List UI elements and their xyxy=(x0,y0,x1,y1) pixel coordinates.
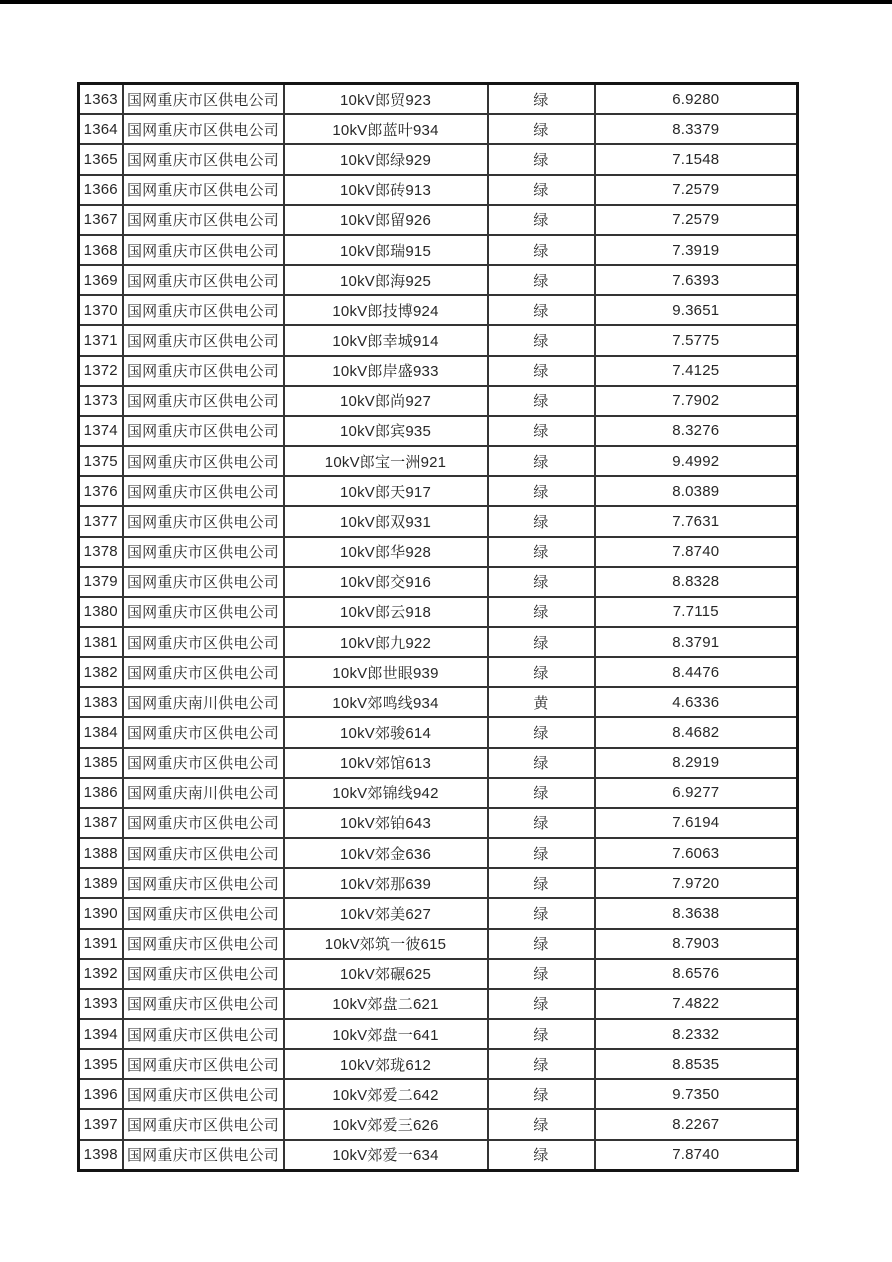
cell-value: 7.2579 xyxy=(595,205,798,235)
cell-company: 国网重庆市区供电公司 xyxy=(123,1049,284,1079)
cell-company: 国网重庆市区供电公司 xyxy=(123,627,284,657)
cell-color: 绿 xyxy=(488,838,595,868)
table-row xyxy=(79,567,798,597)
table-row xyxy=(79,356,798,386)
cell-line: 10kV郎贸923 xyxy=(284,84,488,115)
cell-line: 10kV郎蓝叶934 xyxy=(284,114,488,144)
cell-line: 10kV郎海925 xyxy=(284,265,488,295)
table-row xyxy=(79,808,798,838)
cell-line: 10kV郊那639 xyxy=(284,868,488,898)
cell-company: 国网重庆市区供电公司 xyxy=(123,1109,284,1139)
cell-no: 1374 xyxy=(79,416,123,446)
cell-no: 1384 xyxy=(79,717,123,747)
cell-company: 国网重庆市区供电公司 xyxy=(123,205,284,235)
cell-no: 1371 xyxy=(79,325,123,355)
cell-line: 10kV郎双931 xyxy=(284,506,488,536)
cell-value: 6.9280 xyxy=(595,84,798,115)
cell-color: 绿 xyxy=(488,416,595,446)
cell-value: 8.2332 xyxy=(595,1019,798,1049)
cell-company: 国网重庆市区供电公司 xyxy=(123,657,284,687)
cell-color: 绿 xyxy=(488,627,595,657)
table-row xyxy=(79,1019,798,1049)
cell-company: 国网重庆市区供电公司 xyxy=(123,506,284,536)
cell-no: 1372 xyxy=(79,356,123,386)
cell-value: 8.0389 xyxy=(595,476,798,506)
table-row xyxy=(79,325,798,355)
cell-line: 10kV郊碾625 xyxy=(284,959,488,989)
table-row xyxy=(79,1079,798,1109)
cell-color: 绿 xyxy=(488,295,595,325)
table-row xyxy=(79,1049,798,1079)
cell-no: 1375 xyxy=(79,446,123,476)
cell-line: 10kV郎岸盛933 xyxy=(284,356,488,386)
cell-company: 国网重庆市区供电公司 xyxy=(123,356,284,386)
cell-color: 绿 xyxy=(488,84,595,115)
cell-value: 7.6063 xyxy=(595,838,798,868)
cell-value: 7.4125 xyxy=(595,356,798,386)
cell-value: 8.3638 xyxy=(595,898,798,928)
table-row xyxy=(79,868,798,898)
cell-value: 8.2267 xyxy=(595,1109,798,1139)
cell-no: 1368 xyxy=(79,235,123,265)
cell-value: 8.2919 xyxy=(595,748,798,778)
table-row xyxy=(79,175,798,205)
cell-no: 1395 xyxy=(79,1049,123,1079)
cell-color: 绿 xyxy=(488,235,595,265)
cell-value: 8.6576 xyxy=(595,959,798,989)
table-row xyxy=(79,235,798,265)
cell-color: 绿 xyxy=(488,114,595,144)
cell-no: 1365 xyxy=(79,144,123,174)
cell-value: 8.4476 xyxy=(595,657,798,687)
cell-company: 国网重庆市区供电公司 xyxy=(123,325,284,355)
cell-color: 绿 xyxy=(488,597,595,627)
cell-company: 国网重庆市区供电公司 xyxy=(123,567,284,597)
cell-company: 国网重庆市区供电公司 xyxy=(123,808,284,838)
table-row xyxy=(79,295,798,325)
cell-no: 1385 xyxy=(79,748,123,778)
cell-value: 7.7631 xyxy=(595,506,798,536)
cell-company: 国网重庆市区供电公司 xyxy=(123,175,284,205)
cell-line: 10kV郊筑一彼615 xyxy=(284,929,488,959)
cell-color: 绿 xyxy=(488,929,595,959)
cell-company: 国网重庆市区供电公司 xyxy=(123,868,284,898)
table-row xyxy=(79,416,798,446)
table-row xyxy=(79,476,798,506)
cell-company: 国网重庆市区供电公司 xyxy=(123,1140,284,1171)
cell-no: 1380 xyxy=(79,597,123,627)
cell-line: 10kV郊铂643 xyxy=(284,808,488,838)
cell-line: 10kV郊爱二642 xyxy=(284,1079,488,1109)
cell-no: 1379 xyxy=(79,567,123,597)
cell-line: 10kV郎技博924 xyxy=(284,295,488,325)
cell-no: 1364 xyxy=(79,114,123,144)
table-row xyxy=(79,144,798,174)
cell-line: 10kV郎留926 xyxy=(284,205,488,235)
cell-no: 1389 xyxy=(79,868,123,898)
cell-color: 绿 xyxy=(488,567,595,597)
cell-value: 8.8535 xyxy=(595,1049,798,1079)
cell-value: 7.7115 xyxy=(595,597,798,627)
table-row xyxy=(79,778,798,808)
cell-no: 1373 xyxy=(79,386,123,416)
cell-line: 10kV郊珑612 xyxy=(284,1049,488,1079)
cell-value: 7.6393 xyxy=(595,265,798,295)
cell-color: 绿 xyxy=(488,657,595,687)
cell-color: 绿 xyxy=(488,898,595,928)
cell-line: 10kV郎云918 xyxy=(284,597,488,627)
cell-company: 国网重庆市区供电公司 xyxy=(123,295,284,325)
cell-value: 9.7350 xyxy=(595,1079,798,1109)
cell-color: 绿 xyxy=(488,386,595,416)
cell-value: 7.9720 xyxy=(595,868,798,898)
page-top-edge xyxy=(0,0,892,4)
table-row xyxy=(79,446,798,476)
cell-company: 国网重庆市区供电公司 xyxy=(123,144,284,174)
cell-no: 1367 xyxy=(79,205,123,235)
cell-value: 7.5775 xyxy=(595,325,798,355)
cell-color: 绿 xyxy=(488,778,595,808)
table-row xyxy=(79,506,798,536)
cell-no: 1366 xyxy=(79,175,123,205)
cell-no: 1388 xyxy=(79,838,123,868)
table-row xyxy=(79,265,798,295)
cell-color: 绿 xyxy=(488,1019,595,1049)
table-row xyxy=(79,537,798,567)
cell-company: 国网重庆南川供电公司 xyxy=(123,687,284,717)
cell-value: 8.3791 xyxy=(595,627,798,657)
cell-line: 10kV郎幸城914 xyxy=(284,325,488,355)
cell-line: 10kV郎宾935 xyxy=(284,416,488,446)
cell-company: 国网重庆市区供电公司 xyxy=(123,537,284,567)
cell-company: 国网重庆市区供电公司 xyxy=(123,597,284,627)
table-row xyxy=(79,838,798,868)
cell-color: 绿 xyxy=(488,356,595,386)
table-row xyxy=(79,1140,798,1171)
cell-value: 8.7903 xyxy=(595,929,798,959)
cell-company: 国网重庆市区供电公司 xyxy=(123,959,284,989)
cell-company: 国网重庆市区供电公司 xyxy=(123,114,284,144)
cell-no: 1394 xyxy=(79,1019,123,1049)
cell-color: 绿 xyxy=(488,446,595,476)
cell-company: 国网重庆市区供电公司 xyxy=(123,748,284,778)
cell-no: 1391 xyxy=(79,929,123,959)
table-row xyxy=(79,386,798,416)
cell-line: 10kV郎交916 xyxy=(284,567,488,597)
cell-company: 国网重庆市区供电公司 xyxy=(123,1079,284,1109)
table-row xyxy=(79,205,798,235)
cell-value: 8.4682 xyxy=(595,717,798,747)
cell-line: 10kV郊馆613 xyxy=(284,748,488,778)
cell-value: 8.8328 xyxy=(595,567,798,597)
cell-color: 绿 xyxy=(488,476,595,506)
cell-line: 10kV郊金636 xyxy=(284,838,488,868)
cell-no: 1393 xyxy=(79,989,123,1019)
cell-company: 国网重庆市区供电公司 xyxy=(123,717,284,747)
cell-line: 10kV郊锦线942 xyxy=(284,778,488,808)
table-row xyxy=(79,114,798,144)
cell-line: 10kV郎绿929 xyxy=(284,144,488,174)
cell-company: 国网重庆市区供电公司 xyxy=(123,898,284,928)
table-row xyxy=(79,929,798,959)
cell-value: 7.1548 xyxy=(595,144,798,174)
cell-value: 7.8740 xyxy=(595,1140,798,1171)
cell-no: 1396 xyxy=(79,1079,123,1109)
cell-company: 国网重庆市区供电公司 xyxy=(123,386,284,416)
table-row xyxy=(79,597,798,627)
table-row xyxy=(79,989,798,1019)
cell-no: 1369 xyxy=(79,265,123,295)
cell-no: 1398 xyxy=(79,1140,123,1171)
cell-color: 绿 xyxy=(488,1109,595,1139)
cell-company: 国网重庆市区供电公司 xyxy=(123,265,284,295)
cell-company: 国网重庆市区供电公司 xyxy=(123,416,284,446)
cell-no: 1370 xyxy=(79,295,123,325)
cell-no: 1376 xyxy=(79,476,123,506)
cell-no: 1383 xyxy=(79,687,123,717)
cell-line: 10kV郊爱三626 xyxy=(284,1109,488,1139)
cell-company: 国网重庆南川供电公司 xyxy=(123,778,284,808)
cell-line: 10kV郎华928 xyxy=(284,537,488,567)
cell-value: 7.7902 xyxy=(595,386,798,416)
cell-color: 绿 xyxy=(488,537,595,567)
cell-color: 绿 xyxy=(488,325,595,355)
cell-line: 10kV郎瑞915 xyxy=(284,235,488,265)
cell-line: 10kV郊鸣线934 xyxy=(284,687,488,717)
table-row xyxy=(79,657,798,687)
cell-color: 绿 xyxy=(488,175,595,205)
cell-color: 绿 xyxy=(488,144,595,174)
cell-value: 8.3379 xyxy=(595,114,798,144)
cell-no: 1363 xyxy=(79,84,123,115)
cell-company: 国网重庆市区供电公司 xyxy=(123,235,284,265)
cell-color: 绿 xyxy=(488,868,595,898)
cell-color: 绿 xyxy=(488,989,595,1019)
cell-no: 1397 xyxy=(79,1109,123,1139)
cell-value: 9.3651 xyxy=(595,295,798,325)
table-row xyxy=(79,1109,798,1139)
cell-company: 国网重庆市区供电公司 xyxy=(123,1019,284,1049)
cell-line: 10kV郊盘二621 xyxy=(284,989,488,1019)
cell-no: 1381 xyxy=(79,627,123,657)
table-row xyxy=(79,898,798,928)
cell-company: 国网重庆市区供电公司 xyxy=(123,989,284,1019)
cell-value: 7.6194 xyxy=(595,808,798,838)
cell-value: 9.4992 xyxy=(595,446,798,476)
cell-no: 1386 xyxy=(79,778,123,808)
cell-line: 10kV郎天917 xyxy=(284,476,488,506)
cell-value: 7.3919 xyxy=(595,235,798,265)
cell-company: 国网重庆市区供电公司 xyxy=(123,446,284,476)
table-row xyxy=(79,717,798,747)
cell-line: 10kV郎九922 xyxy=(284,627,488,657)
cell-line: 10kV郊盘一641 xyxy=(284,1019,488,1049)
cell-color: 黄 xyxy=(488,687,595,717)
table-row xyxy=(79,84,798,115)
cell-line: 10kV郎宝一洲921 xyxy=(284,446,488,476)
cell-line: 10kV郊爱一634 xyxy=(284,1140,488,1171)
cell-color: 绿 xyxy=(488,748,595,778)
cell-line: 10kV郊美627 xyxy=(284,898,488,928)
cell-line: 10kV郊骏614 xyxy=(284,717,488,747)
cell-value: 7.4822 xyxy=(595,989,798,1019)
cell-color: 绿 xyxy=(488,717,595,747)
cell-company: 国网重庆市区供电公司 xyxy=(123,838,284,868)
feeder-table xyxy=(77,82,799,1172)
cell-no: 1392 xyxy=(79,959,123,989)
cell-color: 绿 xyxy=(488,205,595,235)
cell-color: 绿 xyxy=(488,1079,595,1109)
cell-color: 绿 xyxy=(488,1140,595,1171)
cell-line: 10kV郎世眼939 xyxy=(284,657,488,687)
cell-no: 1377 xyxy=(79,506,123,536)
cell-value: 7.8740 xyxy=(595,537,798,567)
cell-no: 1387 xyxy=(79,808,123,838)
table-row xyxy=(79,748,798,778)
cell-company: 国网重庆市区供电公司 xyxy=(123,476,284,506)
cell-no: 1382 xyxy=(79,657,123,687)
cell-color: 绿 xyxy=(488,506,595,536)
feeder-table-body xyxy=(79,84,798,1171)
cell-company: 国网重庆市区供电公司 xyxy=(123,929,284,959)
cell-color: 绿 xyxy=(488,1049,595,1079)
cell-line: 10kV郎尚927 xyxy=(284,386,488,416)
cell-value: 6.9277 xyxy=(595,778,798,808)
cell-color: 绿 xyxy=(488,265,595,295)
cell-company: 国网重庆市区供电公司 xyxy=(123,84,284,115)
cell-color: 绿 xyxy=(488,959,595,989)
table-row xyxy=(79,627,798,657)
cell-no: 1378 xyxy=(79,537,123,567)
cell-color: 绿 xyxy=(488,808,595,838)
cell-value: 4.6336 xyxy=(595,687,798,717)
cell-line: 10kV郎砖913 xyxy=(284,175,488,205)
cell-value: 8.3276 xyxy=(595,416,798,446)
cell-value: 7.2579 xyxy=(595,175,798,205)
table-row xyxy=(79,959,798,989)
cell-no: 1390 xyxy=(79,898,123,928)
table-row xyxy=(79,687,798,717)
